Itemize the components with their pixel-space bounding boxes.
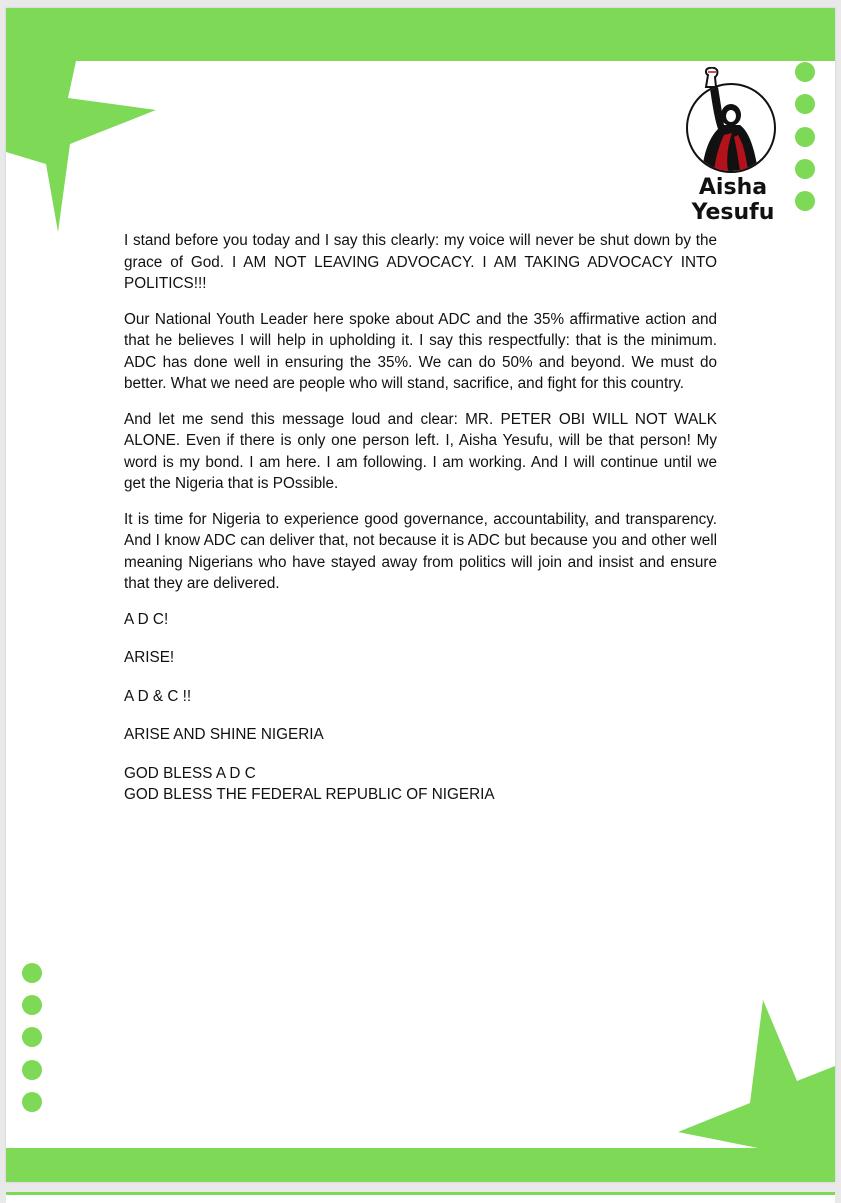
letter-page [6,8,835,1182]
dot [795,159,815,179]
dot [22,1092,42,1112]
dot [22,1060,42,1080]
closing-blessings [124,763,717,806]
top-left-star-shape [6,61,156,232]
closing-line-2: GOD BLESS THE FEDERAL REPUBLIC OF NIGERIA [124,786,495,803]
dot [795,127,815,147]
chant-adc: A D C! [124,610,169,628]
paragraph-2: Our National Youth Leader here spoke about ADC and the 35% affirmative action and that he believes I will help in upholding it. I say this respectfully: that is the minimum. ADC has done well in ensuring the 35%. We can do 50% and beyond. We must do better. What we need are people who will stand, sacrifice, and fight for this country. [124,310,717,392]
bottom-left-dots [22,963,42,1112]
logo-emblem [686,83,776,173]
chant-arise: ARISE! [124,649,175,666]
dot [22,963,42,983]
fist-icon [702,67,722,89]
logo-first-name: Aisha [698,175,768,200]
dot [22,995,42,1015]
dot [795,62,815,82]
dot [22,1027,42,1047]
next-page-edge [6,1192,835,1203]
bottom-right-star-shape [678,1000,835,1148]
closing-line-1: GOD BLESS A D C [124,764,256,782]
dot [795,191,815,211]
aisha-yesufu-logo [678,63,788,233]
logo-name-text [678,175,788,225]
chant-ad-and-c: A D & C !! [124,687,192,705]
paragraph-3: And let me send this message loud and clear: MR. PETER OBI WILL NOT WALK ALONE. Even if there is only one person left. I, Aisha Yesufu, will be that person! My word is my bond. I am here. I am following. I am working. And I will continue until we get the Nigeria that is POssible. [124,410,717,492]
paragraph-4: It is time for Nigeria to experience good governance, accountability, and transparency. And I know ADC can deliver that, not because it is ADC but because you and other well meaning Nigerians who have stayed away from politics will join and insist and ensure that they are delivered. [124,510,717,592]
paragraph-1: I stand before you today and I say this clearly: my voice will never be shut down by the grace of God. I AM NOT LEAVING ADVOCACY. I AM TAKING ADVOCACY INTO POLITICS!!! [124,232,717,292]
raised-fist-figure-icon [688,85,774,171]
top-right-dots [795,62,815,211]
dot [795,94,815,114]
letter-body [124,230,717,820]
chant-arise-and-shine: ARISE AND SHINE NIGERIA [124,726,324,743]
logo-last-name: Yesufu [691,200,775,225]
